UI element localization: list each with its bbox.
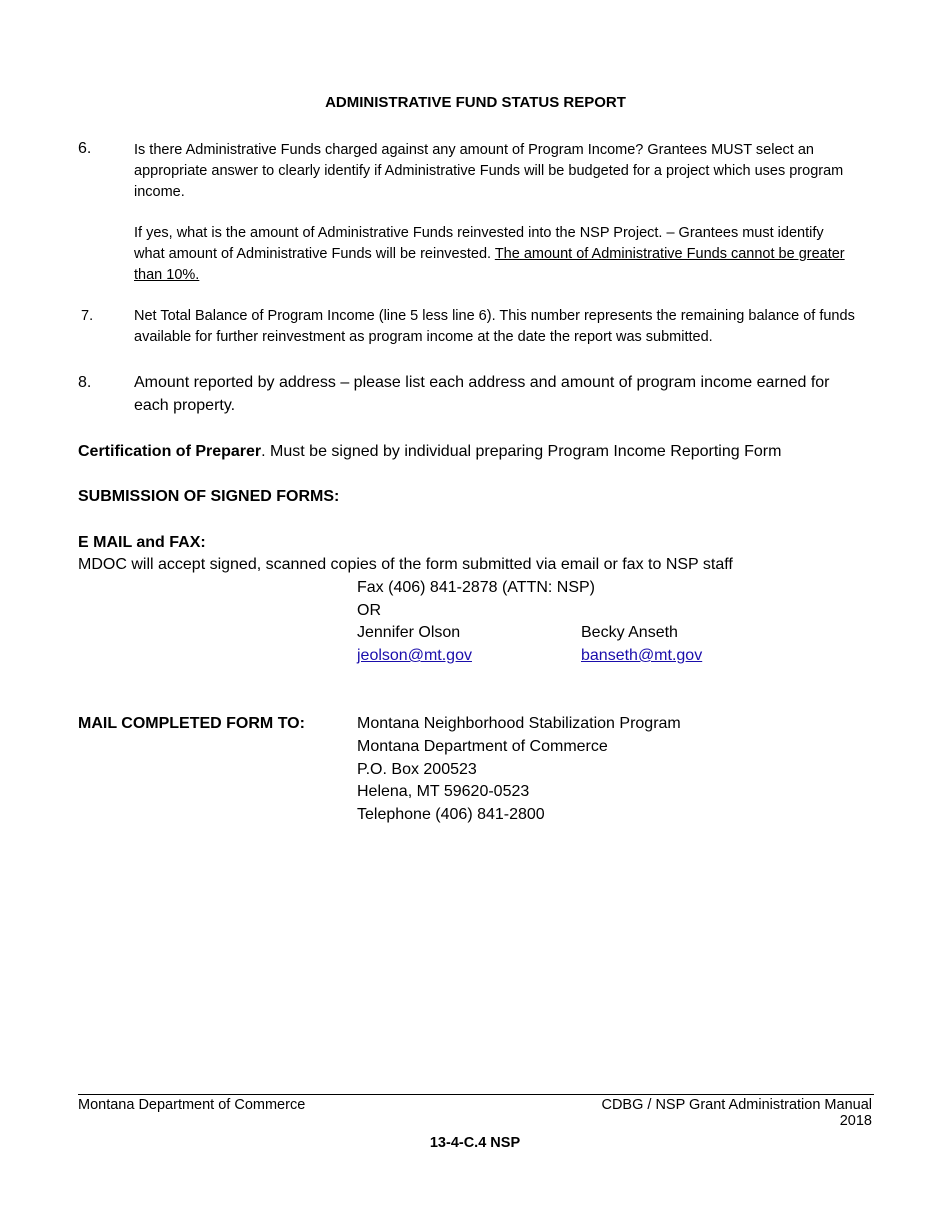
mail-address-line: Helena, MT 59620-0523 [357, 783, 530, 800]
footer-manual-title: CDBG / NSP Grant Administration Manual [601, 1097, 872, 1113]
item-6-number: 6. [78, 140, 92, 157]
footer-divider [78, 1094, 874, 1095]
email-fax-heading: E MAIL and FAX: [78, 534, 206, 551]
page-title: ADMINISTRATIVE FUND STATUS REPORT [325, 94, 626, 111]
certification-label: Certification of Preparer [78, 443, 262, 460]
submission-heading: SUBMISSION OF SIGNED FORMS: [78, 488, 340, 505]
contact-2-name: Becky Anseth [581, 624, 678, 641]
footer-year: 2018 [839, 1113, 872, 1129]
item-7-text: Net Total Balance of Program Income (line 5 less line 6). This number represents the remaining balance of funds available for further reinvestment as program income at the date the report was submitted. [134, 308, 855, 345]
mail-address-line: Montana Neighborhood Stabilization Program [357, 715, 681, 732]
item-8-number: 8. [78, 374, 92, 391]
mail-address-line: P.O. Box 200523 [357, 761, 477, 778]
fax-number: Fax (406) 841-2878 (ATTN: NSP) [357, 579, 596, 596]
certification-of-preparer [78, 440, 868, 463]
mail-label: MAIL COMPLETED FORM TO: [78, 715, 305, 732]
item-6-paragraph-1: Is there Administrative Funds charged against any amount of Program Income? Grantees MUST select an appropriate answer to clearly identify if Administrative Funds will be budgeted for a project which uses program income. [134, 142, 844, 200]
mail-address-line: Montana Department of Commerce [357, 738, 608, 755]
item-6-paragraph-2-text: If yes, what is the amount of Administrative Funds reinvested into the NSP Project. – Grantees must identify what amount of Administrative Funds will be reinvested. [134, 225, 824, 262]
certification-text: . Must be signed by individual preparing Program Income Reporting Form [261, 443, 782, 460]
item-6-paragraph-2 [134, 223, 854, 286]
contact-2-email-link[interactable]: banseth@mt.gov [581, 647, 703, 664]
page-identifier: 13-4-C.4 NSP [429, 1135, 521, 1151]
contact-1-email-link[interactable]: jeolson@mt.gov [357, 647, 472, 664]
footer-right [601, 1097, 872, 1129]
item-6-limit-note: The amount of Administrative Funds cannot be greater than 10%. [134, 246, 845, 283]
email-fax-text: MDOC will accept signed, scanned copies of the form submitted via email or fax to NSP staff [78, 556, 733, 573]
mail-telephone: Telephone (406) 841-2800 [357, 806, 545, 823]
item-7-number: 7. [81, 308, 94, 324]
footer-left: Montana Department of Commerce [78, 1097, 306, 1113]
or-separator: OR [357, 602, 381, 619]
item-8-text: Amount reported by address – please list each address and amount of program income earned for each property. [134, 374, 830, 414]
contact-1-name: Jennifer Olson [357, 624, 461, 641]
